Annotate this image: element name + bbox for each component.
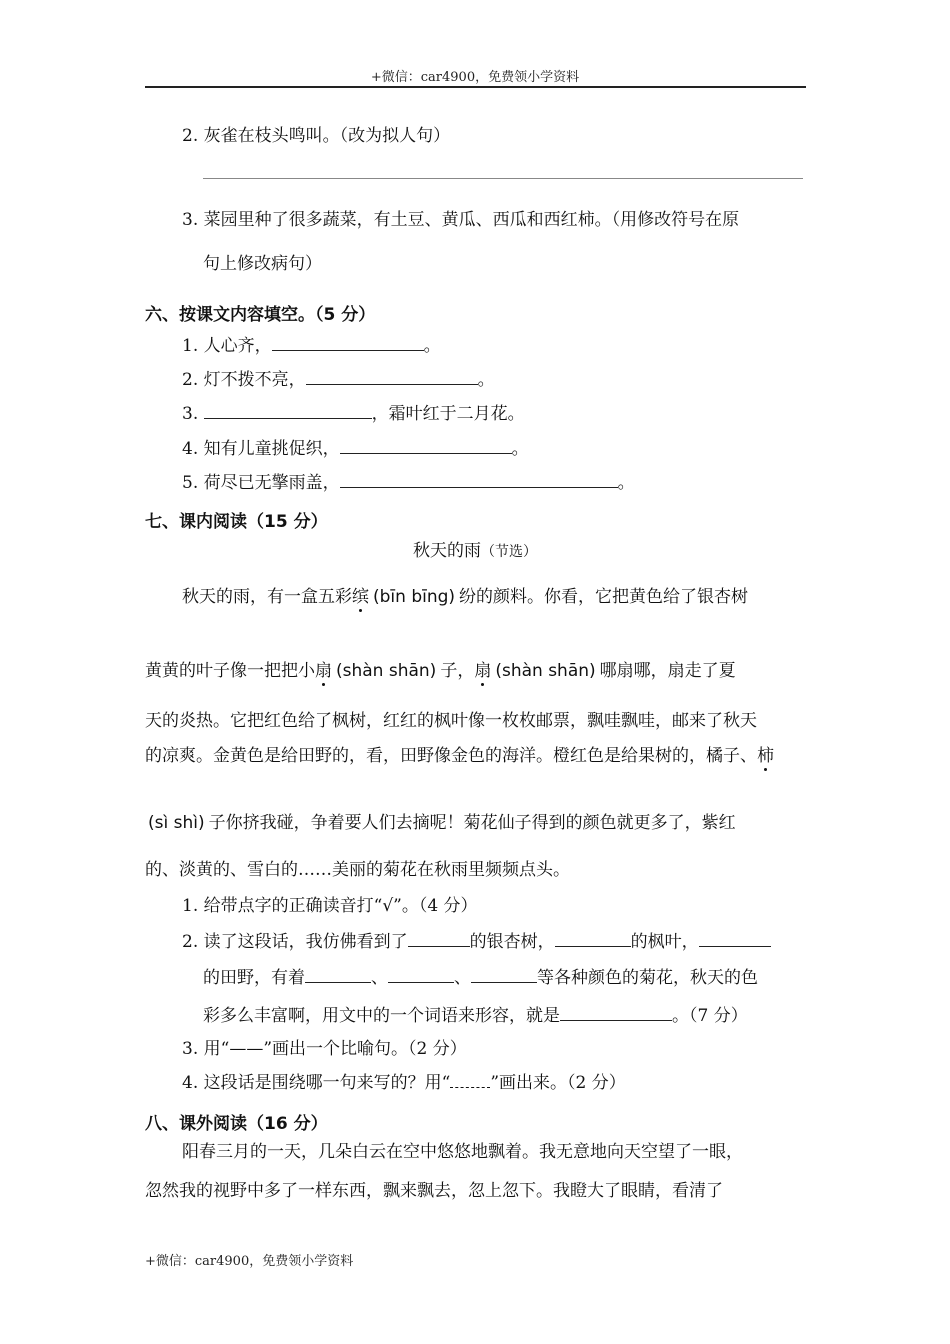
- q2-text: 等各种颜色的菊花，秋天的色: [537, 968, 758, 988]
- page-footer: +微信：car4900，免费领小学资料: [145, 1254, 354, 1269]
- fill-item-5: [182, 473, 635, 492]
- dotted-char: 扇: [315, 661, 332, 681]
- q5-item2: 2. 灰雀在枝头鸣叫。（改为拟人句）: [182, 126, 451, 146]
- reading-q4: [182, 1075, 626, 1092]
- passage-line-6: 的、淡黄的、雪白的……美丽的菊花在秋雨里频频点头。: [145, 860, 570, 880]
- fill-item-4: [182, 439, 529, 458]
- blank-field[interactable]: [555, 932, 631, 947]
- dotted-char: 柿: [757, 746, 774, 766]
- q4-text: ”画出来。（2 分）: [490, 1073, 626, 1093]
- extra-reading-line-1: 阳春三月的一天，几朵白云在空中悠悠地飘着。我无意地向天空望了一眼，: [182, 1142, 743, 1162]
- fill-item-text: 1. 人心齐，: [182, 336, 272, 356]
- blank-field[interactable]: [305, 968, 371, 983]
- pinyin-option[interactable]: (shàn shān): [495, 661, 596, 681]
- section-6-title: 六、按课文内容填空。（5 分）: [145, 305, 376, 325]
- q2-text: 、: [454, 968, 471, 988]
- extra-reading-line-2: 忽然我的视野中多了一样东西，飘来飘去，忽上忽下。我瞪大了眼睛，看清了: [145, 1181, 723, 1201]
- passage-text: 子你挤我碰，争着要人们去摘呢！菊花仙子得到的颜色就更多了，紫红: [208, 813, 736, 833]
- blank-field[interactable]: [306, 370, 478, 385]
- reading-q2-line1: [182, 932, 771, 951]
- passage-line-3: 天的炎热。它把红色给了枫树，红红的枫叶像一枚枚邮票，飘哇飘哇，邮来了秋天: [145, 711, 757, 731]
- q5-item3-line2: 句上修改病句）: [203, 254, 322, 274]
- blank-field[interactable]: [340, 439, 512, 454]
- passage-line-2: [145, 663, 736, 680]
- fill-item-text: 2. 灯不拨不亮，: [182, 370, 306, 390]
- passage-note: （节选）: [481, 544, 537, 560]
- dotted-char: 缤: [352, 587, 369, 607]
- header-rule: [145, 86, 806, 88]
- q4-text: 4. 这段话是围绕哪一句来写的？用“: [182, 1073, 451, 1093]
- passage-line-4: [145, 748, 774, 765]
- fill-item-text: 。: [617, 473, 635, 493]
- blank-field[interactable]: [560, 1006, 672, 1021]
- q2-text: 、: [371, 968, 388, 988]
- q2-text: 的田野，有着: [203, 968, 305, 988]
- reading-q2-line2: [203, 968, 758, 987]
- section-8-title: 八、课外阅读（16 分）: [145, 1114, 328, 1134]
- pinyin-option[interactable]: (shàn shān): [336, 661, 437, 681]
- fill-item-text: 4. 知有儿童挑促织，: [182, 439, 340, 459]
- pinyin-option[interactable]: (bīn bīng): [373, 587, 456, 607]
- fill-item-1: [182, 336, 441, 355]
- passage-text: 的凉爽。金黄色是给田野的，看，田野像金色的海洋。橙红色是给果树的，橘子、: [145, 746, 757, 766]
- reading-q1: 1. 给带点字的正确读音打“√”。（4 分）: [182, 896, 478, 916]
- blank-field[interactable]: [388, 968, 454, 983]
- blank-field[interactable]: [471, 968, 537, 983]
- fill-item-text: 。: [477, 370, 495, 390]
- reading-q3: 3. 用“——”画出一个比喻句。（2 分）: [182, 1039, 467, 1059]
- blank-field[interactable]: [699, 932, 771, 947]
- blank-field[interactable]: [272, 336, 424, 351]
- blank-field[interactable]: [408, 932, 470, 947]
- pinyin-option[interactable]: (sì shì): [148, 813, 205, 833]
- fill-item-text: ，霜叶红于二月花。: [371, 404, 525, 424]
- blank-field[interactable]: [204, 404, 372, 419]
- fill-item-text: 。: [423, 336, 441, 356]
- fill-item-2: [182, 370, 495, 389]
- passage-title: 秋天的雨: [413, 541, 481, 561]
- fill-item-3: [182, 404, 525, 423]
- q2-text: 的银杏树，: [469, 932, 555, 952]
- q2-text: 。（7 分）: [672, 1006, 748, 1026]
- section-7-title: 七、课内阅读（15 分）: [145, 512, 328, 532]
- q2-text: 的枫叶，: [630, 932, 699, 952]
- q2-text: 2. 读了这段话，我仿佛看到了: [182, 932, 408, 952]
- passage-line-5: [148, 815, 736, 832]
- passage-title-row: [0, 541, 950, 561]
- passage-text: 黄黄的叶子像一把把小: [145, 661, 315, 681]
- fill-item-text: 3.: [182, 404, 204, 424]
- page-header: +微信：car4900，免费领小学资料: [370, 70, 580, 85]
- passage-text: 秋天的雨，有一盒五彩: [182, 587, 352, 607]
- passage-text: 纷的颜料。你看，它把黄色给了银杏树: [459, 587, 749, 607]
- q5-item3-line1: 3. 菜园里种了很多蔬菜，有土豆、黄瓜、西瓜和西红柿。（用修改符号在原: [182, 210, 740, 230]
- dotted-char: 扇: [474, 661, 492, 681]
- passage-line-1: [182, 589, 748, 606]
- fill-item-text: 。: [511, 439, 529, 459]
- q2-text: 彩多么丰富啊，用文中的一个词语来形容，就是: [203, 1006, 560, 1026]
- wavy-line-mark: [450, 1075, 490, 1088]
- fill-item-text: 5. 荷尽已无擎雨盖，: [182, 473, 340, 493]
- passage-text: 哪扇哪，扇走了夏: [599, 661, 736, 681]
- reading-q2-line3: [203, 1006, 748, 1025]
- passage-text: 子，: [440, 661, 475, 681]
- answer-line[interactable]: [203, 178, 803, 179]
- blank-field[interactable]: [340, 473, 618, 488]
